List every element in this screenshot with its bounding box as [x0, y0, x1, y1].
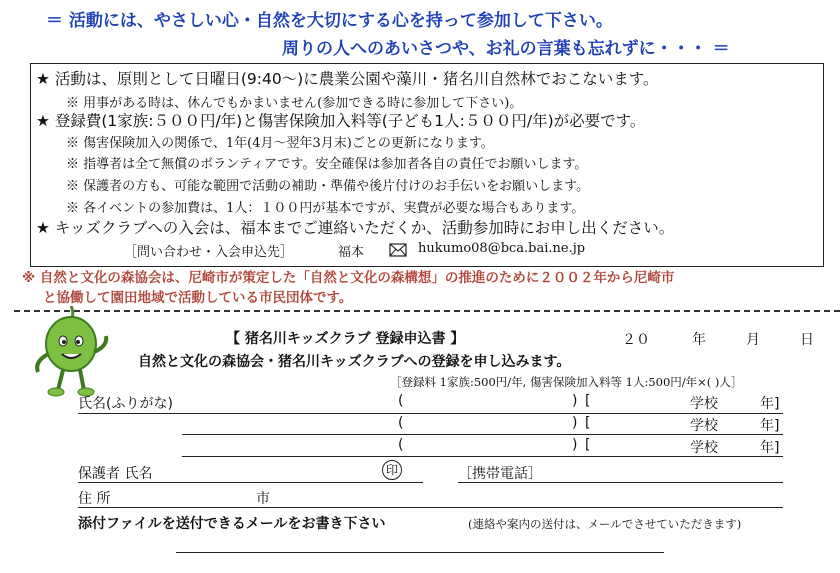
header-line-1: ＝ 活動には、やさしい心・自然を大切にする心を持って参加して下さい。	[46, 11, 613, 31]
school-label: 学校	[690, 440, 718, 456]
phone-label: ［携帯電話］	[458, 466, 542, 482]
child-name-line-3[interactable]	[182, 456, 783, 457]
school-bracket: [	[585, 437, 591, 453]
mail-icon	[389, 243, 407, 257]
cut-line	[14, 310, 840, 312]
school-label: 学校	[690, 418, 718, 434]
grade-label: 年]	[760, 396, 780, 412]
info-bullet-2-note: ※ 各イベントの参加費は、1人：１００円が基本ですが、実費が必要な場合もあります。	[66, 201, 585, 216]
info-bullet-3: ★ キッズクラブへの入会は、福本までご連絡いただくか、活動参加時にお申し出ください。	[36, 219, 675, 237]
school-label: 学校	[690, 396, 718, 412]
guardian-label: 保護者 氏名	[78, 466, 153, 482]
phone-line[interactable]	[458, 482, 783, 483]
seal-mark: 印	[382, 460, 402, 480]
form-title: 【 猪名川キッズクラブ 登録申込書 】	[226, 331, 465, 347]
email-note: (連絡や案内の送付は、メールでさせていただきます)	[468, 517, 742, 531]
paren-close: )	[572, 415, 578, 431]
date-day-label: 日	[800, 332, 814, 348]
guardian-name-line[interactable]	[78, 482, 423, 483]
contact-email: hukumo08@bca.bai.ne.jp	[418, 241, 586, 256]
info-bullet-1-note: ※ 用事がある時は、休んでもかまいません(参加できる時に参加して下さい)。	[66, 96, 523, 111]
child-name-line-1[interactable]	[78, 413, 783, 414]
child-name-line-2[interactable]	[182, 434, 783, 435]
info-bullet-2: ★ 登録費(1家族:５００円/年)と傷害保険加入料等(子ども1人:５００円/年)が必要です。	[36, 112, 646, 130]
date-year-label: 年	[692, 332, 706, 348]
paren-open: (	[398, 437, 404, 453]
city-label: 市	[256, 491, 270, 507]
email-line[interactable]	[176, 552, 664, 553]
leaf-mascot-icon	[28, 304, 114, 400]
school-bracket: [	[585, 415, 591, 431]
date-year-prefix: ２０	[622, 332, 650, 348]
paren-close: )	[572, 393, 578, 409]
grade-label: 年]	[760, 418, 780, 434]
info-bullet-2-note: ※ 指導者は全て無償のボランティアです。安全確保は参加者各自の責任でお願いします。	[66, 157, 588, 172]
info-bullet-2-note: ※ 保護者の方も、可能な範囲で活動の補助・準備や後片付けのお手伝いをお願いします。	[66, 179, 590, 194]
org-note-line-1: ※ 自然と文化の森協会は、尼崎市が策定した「自然と文化の森構想」の推進のために２００２年から尼崎市	[22, 270, 675, 286]
name-label: 氏名(ふりがな)	[78, 396, 173, 412]
fee-note: ［登録料 1家族:500円/年, 傷害保険加入料等 1人:500円/年×( )人］	[390, 375, 743, 389]
paren-close: )	[572, 437, 578, 453]
address-label: 住 所	[78, 491, 111, 507]
paren-open: (	[398, 393, 404, 409]
org-note-line-2: と協働して園田地域で活動している市民団体です。	[43, 290, 353, 306]
header-line-2: 周りの人へのあいさつや、お礼の言葉も忘れずに・・・ ＝	[282, 39, 730, 59]
date-month-label: 月	[746, 332, 760, 348]
email-label: 添付ファイルを送付できるメールをお書き下さい	[78, 516, 386, 532]
grade-label: 年]	[760, 440, 780, 456]
info-bullet-1: ★ 活動は、原則として日曜日(9:40～)に農業公園や藻川・猪名川自然林でおこないます。	[36, 70, 659, 88]
school-bracket: [	[585, 393, 591, 409]
address-line[interactable]	[78, 507, 783, 508]
info-bullet-2-note: ※ 傷害保険加入の関係で、1年(4月～翌年3月末)ごとの更新になります。	[66, 136, 494, 151]
contact-name: 福本	[338, 245, 365, 260]
paren-open: (	[398, 415, 404, 431]
form-subtitle: 自然と文化の森協会・猪名川キッズクラブへの登録を申し込みます。	[138, 354, 571, 370]
contact-label: ［問い合わせ・入会申込先］	[124, 245, 294, 260]
